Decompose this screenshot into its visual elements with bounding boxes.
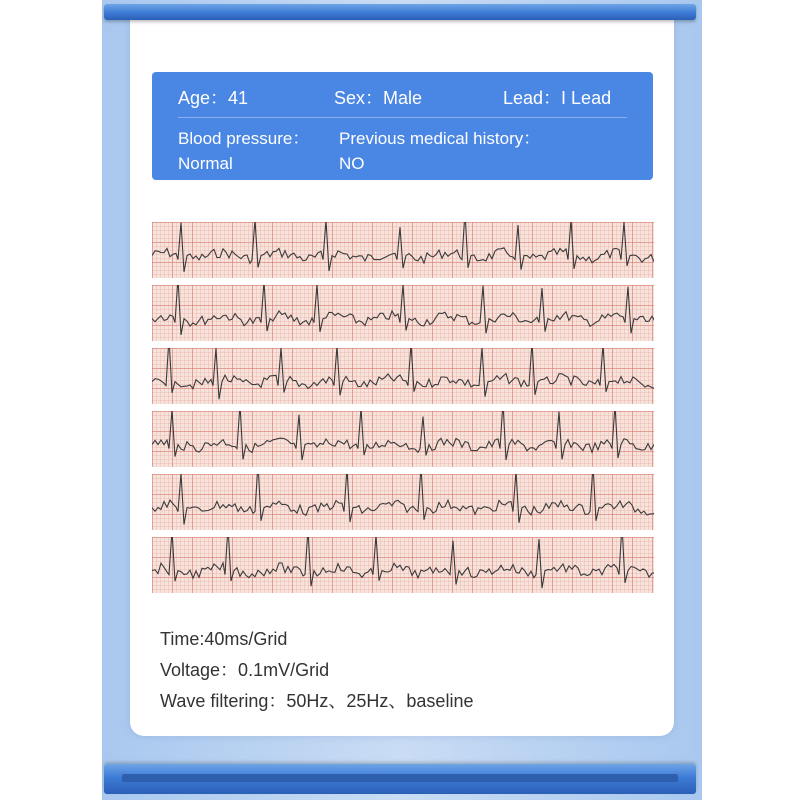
lead-label: Lead：I Lead: [503, 88, 612, 108]
ecg-strip: [152, 348, 654, 404]
voltage-scale: Voltage：0.1mV/Grid: [160, 660, 330, 680]
top-roller: [104, 4, 696, 20]
medical-history-value: NO: [339, 154, 365, 173]
roller-slot: [122, 774, 678, 782]
patient-info-panel: [152, 72, 653, 180]
ecg-strip: [152, 222, 654, 278]
ecg-strip: [152, 285, 654, 341]
ecg-trace: [152, 285, 654, 341]
blood-pressure-label: Blood pressure：: [178, 129, 310, 148]
medical-history-block: [339, 126, 540, 176]
wave-filtering: Wave filtering：50Hz、25Hz、baseline: [160, 691, 474, 711]
medical-history-label: Previous medical history：: [339, 129, 541, 148]
ecg-trace: [152, 537, 654, 593]
ecg-trace: [152, 411, 654, 467]
bottom-roller: [104, 764, 696, 794]
ecg-strip: [152, 537, 654, 593]
ecg-trace: [152, 474, 654, 530]
time-scale: Time:40ms/Grid: [160, 629, 288, 649]
ecg-trace: [152, 348, 654, 404]
ecg-strip: [152, 474, 654, 530]
blood-pressure-value: Normal: [178, 154, 233, 173]
ecg-trace: [152, 222, 654, 278]
info-divider: [178, 117, 627, 118]
blood-pressure-block: [178, 126, 309, 176]
recording-parameters: [160, 626, 473, 719]
age-label: Age：41: [178, 88, 249, 108]
ecg-strip: [152, 411, 654, 467]
sex-label: Sex：Male: [334, 88, 423, 108]
